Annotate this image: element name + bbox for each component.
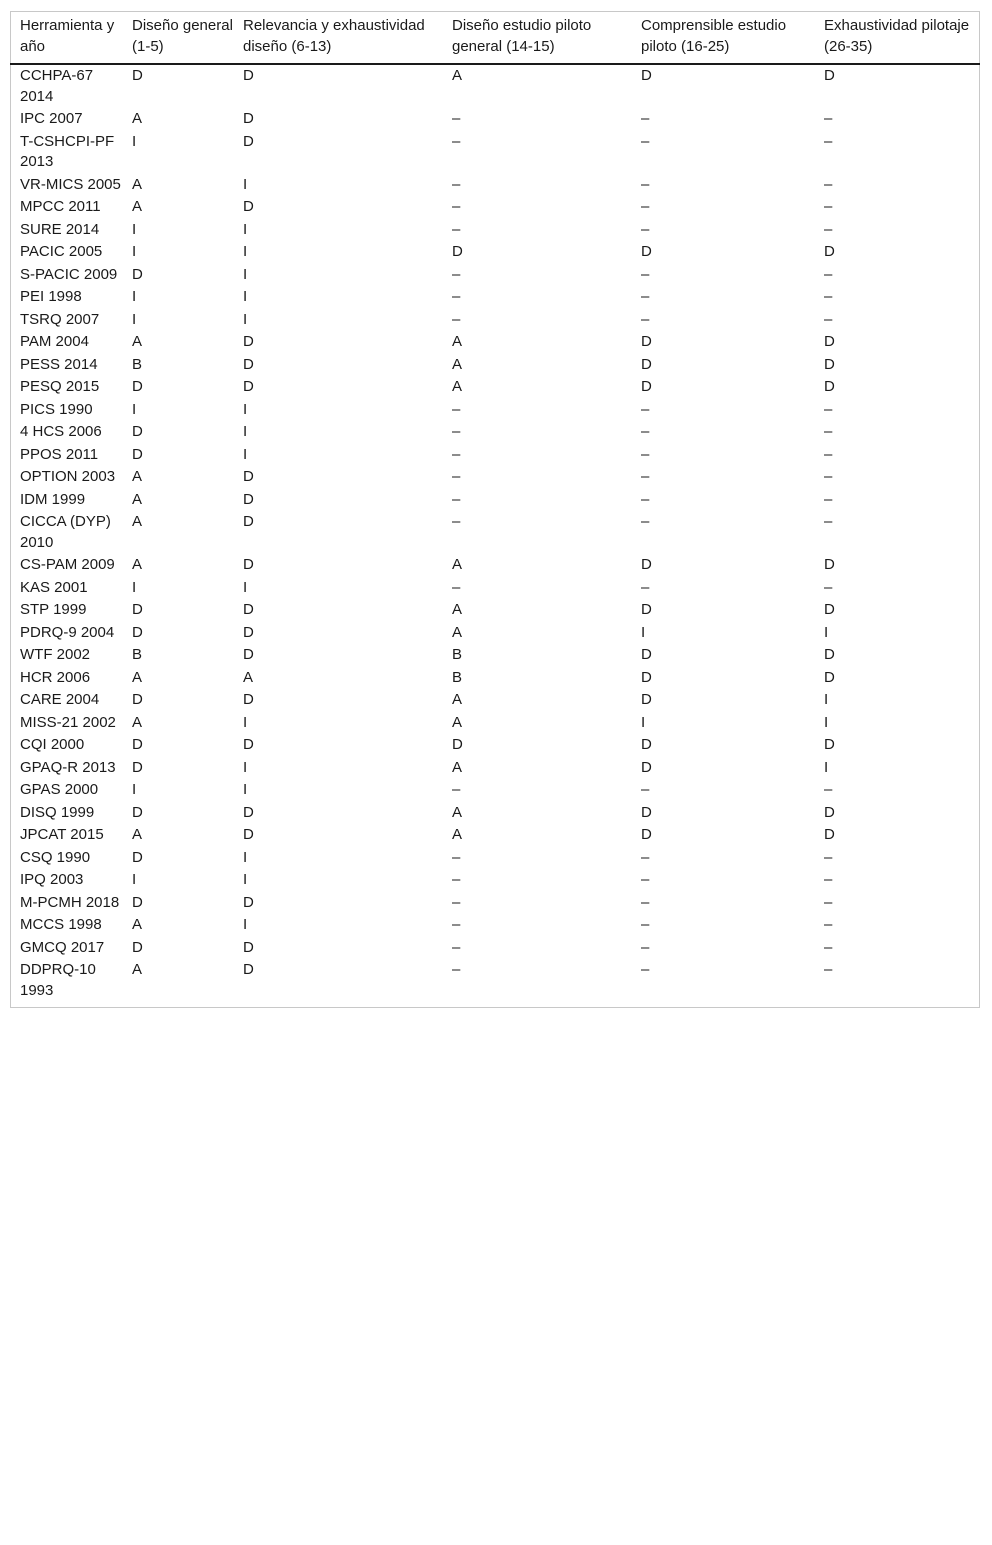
cell-tool-year: MPCC 2011	[20, 198, 101, 215]
cell-relevance-design: D	[243, 132, 254, 150]
cell-pilot-design: –	[452, 175, 461, 193]
cell-pilot-exhaustiveness: D	[824, 378, 835, 395]
cell-pilot-design: –	[452, 490, 461, 508]
cell-relevance-design: I	[243, 916, 248, 933]
cell-general-design: A	[132, 513, 143, 530]
table-row	[10, 577, 980, 600]
table-row	[10, 331, 980, 354]
cell-pilot-design: –	[452, 871, 461, 888]
cell-relevance-design: D	[243, 646, 254, 663]
cell-general-design: A	[132, 333, 143, 350]
cell-pilot-design: –	[452, 513, 461, 530]
table-row	[10, 847, 980, 870]
cell-tool-year: MISS-21 2002	[20, 713, 116, 731]
cell-pilot-comprehensible: D	[641, 736, 652, 753]
table-row	[10, 802, 980, 825]
cell-general-design: I	[132, 132, 137, 150]
cell-tool-year: MCCS 1998	[20, 916, 102, 933]
cell-pilot-exhaustiveness: I	[824, 623, 829, 641]
cell-pilot-exhaustiveness: –	[824, 938, 833, 956]
cell-pilot-exhaustiveness: D	[824, 736, 835, 753]
cell-general-design: I	[132, 288, 137, 305]
cell-pilot-design: A	[452, 601, 463, 618]
cell-pilot-comprehensible: D	[641, 333, 652, 350]
table-row	[10, 644, 980, 667]
cell-pilot-exhaustiveness: –	[824, 781, 833, 798]
cell-pilot-design: A	[452, 803, 463, 821]
cell-pilot-design: B	[452, 668, 463, 686]
table-row	[10, 824, 980, 847]
cell-tool-year: PAM 2004	[20, 333, 89, 350]
cell-tool-year: CSQ 1990	[20, 848, 91, 866]
cell-tool-year: JPCAT 2015	[20, 826, 104, 843]
cell-general-design: I	[132, 871, 137, 888]
cell-pilot-design: –	[452, 110, 461, 127]
cell-general-design: A	[132, 668, 143, 686]
header-pilot-design: Diseño estudio piloto general (14-15)	[452, 17, 592, 55]
cell-pilot-exhaustiveness: –	[824, 110, 833, 127]
cell-tool-year: CQI 2000	[20, 736, 85, 753]
cell-pilot-design: –	[452, 132, 461, 150]
cell-pilot-exhaustiveness: –	[824, 265, 833, 283]
cell-general-design: D	[132, 938, 143, 956]
cell-pilot-exhaustiveness: –	[824, 445, 833, 463]
cell-relevance-design: D	[243, 198, 254, 215]
cell-pilot-comprehensible: –	[641, 871, 650, 888]
cell-pilot-comprehensible: –	[641, 513, 650, 530]
cell-pilot-exhaustiveness: –	[824, 423, 833, 440]
cell-general-design: I	[132, 578, 137, 596]
cell-pilot-comprehensible: D	[641, 355, 652, 373]
cell-general-design: A	[132, 490, 143, 508]
cell-tool-year: CICCA (DYP) 2010	[20, 513, 111, 551]
cell-tool-year: PESS 2014	[20, 355, 98, 373]
cell-pilot-design: A	[452, 691, 463, 708]
cell-general-design: I	[132, 220, 137, 238]
cell-general-design: I	[132, 310, 137, 328]
cell-tool-year: M-PCMH 2018	[20, 893, 120, 911]
assessment-table	[10, 11, 980, 1006]
cell-pilot-design: –	[452, 468, 461, 485]
cell-general-design: D	[132, 445, 143, 463]
cell-pilot-design: D	[452, 243, 463, 260]
cell-tool-year: PICS 1990	[20, 400, 93, 418]
cell-relevance-design: I	[243, 265, 248, 283]
cell-tool-year: VR-MICS 2005	[20, 175, 121, 193]
table-row	[10, 286, 980, 309]
cell-general-design: D	[132, 691, 143, 708]
cell-pilot-exhaustiveness: D	[824, 646, 835, 663]
cell-general-design: A	[132, 826, 143, 843]
cell-tool-year: TSRQ 2007	[20, 310, 100, 328]
cell-tool-year: PDRQ-9 2004	[20, 623, 115, 641]
cell-pilot-design: A	[452, 758, 463, 776]
cell-relevance-design: D	[243, 110, 254, 127]
cell-pilot-comprehensible: D	[641, 601, 652, 618]
cell-pilot-comprehensible: –	[641, 578, 650, 596]
table-row	[10, 622, 980, 645]
cell-pilot-comprehensible: D	[641, 378, 652, 395]
cell-pilot-exhaustiveness: D	[824, 668, 835, 686]
cell-pilot-exhaustiveness: D	[824, 826, 835, 843]
cell-tool-year: IDM 1999	[20, 490, 86, 508]
cell-pilot-exhaustiveness: –	[824, 490, 833, 508]
cell-pilot-design: D	[452, 736, 463, 753]
cell-pilot-comprehensible: –	[641, 961, 650, 978]
cell-pilot-design: –	[452, 220, 461, 238]
cell-pilot-exhaustiveness: –	[824, 916, 833, 933]
cell-pilot-exhaustiveness: –	[824, 578, 833, 596]
cell-general-design: A	[132, 110, 143, 127]
cell-general-design: D	[132, 848, 143, 866]
cell-pilot-exhaustiveness: D	[824, 243, 835, 260]
header-relevance-design: Relevancia y exhaustividad diseño (6-13)	[243, 17, 425, 55]
header-row	[10, 11, 980, 64]
table-row	[10, 757, 980, 780]
cell-pilot-design: A	[452, 623, 463, 641]
table-row	[10, 489, 980, 512]
cell-pilot-comprehensible: –	[641, 400, 650, 418]
cell-pilot-exhaustiveness: –	[824, 175, 833, 193]
cell-relevance-design: I	[243, 175, 248, 193]
cell-pilot-exhaustiveness: D	[824, 556, 835, 573]
cell-relevance-design: I	[243, 758, 248, 776]
cell-general-design: D	[132, 623, 143, 641]
cell-general-design: A	[132, 175, 143, 193]
cell-pilot-design: A	[452, 556, 463, 573]
cell-pilot-design: A	[452, 333, 463, 350]
table-row	[10, 444, 980, 467]
cell-pilot-comprehensible: –	[641, 310, 650, 328]
cell-tool-year: HCR 2006	[20, 668, 91, 686]
table-row	[10, 174, 980, 197]
cell-general-design: D	[132, 378, 143, 395]
cell-general-design: B	[132, 646, 143, 663]
cell-pilot-comprehensible: D	[641, 803, 652, 821]
table-row	[10, 511, 980, 554]
cell-tool-year: OPTION 2003	[20, 468, 116, 485]
table-body	[10, 64, 980, 1006]
cell-pilot-design: –	[452, 893, 461, 911]
cell-pilot-design: –	[452, 288, 461, 305]
cell-pilot-exhaustiveness: –	[824, 893, 833, 911]
cell-pilot-comprehensible: D	[641, 243, 652, 260]
cell-pilot-design: –	[452, 265, 461, 283]
cell-general-design: D	[132, 265, 143, 283]
cell-pilot-design: A	[452, 67, 463, 84]
table-row	[10, 131, 980, 174]
cell-pilot-design: –	[452, 198, 461, 215]
cell-general-design: A	[132, 713, 143, 731]
table-row	[10, 309, 980, 332]
table-row	[10, 421, 980, 444]
header-general-design: Diseño general (1-5)	[132, 17, 233, 55]
cell-pilot-comprehensible: I	[641, 713, 646, 731]
cell-tool-year: GPAS 2000	[20, 781, 99, 798]
cell-pilot-exhaustiveness: D	[824, 601, 835, 618]
cell-pilot-comprehensible: D	[641, 67, 652, 84]
cell-pilot-exhaustiveness: –	[824, 132, 833, 150]
cell-pilot-exhaustiveness: –	[824, 220, 833, 238]
cell-relevance-design: D	[243, 601, 254, 618]
cell-pilot-exhaustiveness: –	[824, 400, 833, 418]
cell-pilot-design: A	[452, 826, 463, 843]
cell-pilot-design: –	[452, 781, 461, 798]
table-row	[10, 196, 980, 219]
cell-pilot-design: –	[452, 848, 461, 866]
cell-pilot-comprehensible: I	[641, 623, 646, 641]
cell-pilot-comprehensible: –	[641, 265, 650, 283]
cell-relevance-design: I	[243, 713, 248, 731]
cell-tool-year: IPQ 2003	[20, 871, 84, 888]
cell-pilot-comprehensible: D	[641, 758, 652, 776]
table-row	[10, 667, 980, 690]
cell-relevance-design: I	[243, 578, 248, 596]
cell-relevance-design: I	[243, 848, 248, 866]
cell-relevance-design: I	[243, 445, 248, 463]
cell-tool-year: WTF 2002	[20, 646, 91, 663]
cell-relevance-design: D	[243, 490, 254, 508]
cell-pilot-comprehensible: –	[641, 490, 650, 508]
table-row	[10, 712, 980, 735]
cell-pilot-design: –	[452, 423, 461, 440]
cell-pilot-comprehensible: –	[641, 938, 650, 956]
cell-relevance-design: I	[243, 220, 248, 238]
cell-pilot-exhaustiveness: –	[824, 961, 833, 978]
cell-relevance-design: I	[243, 871, 248, 888]
cell-general-design: A	[132, 198, 143, 215]
cell-pilot-design: –	[452, 310, 461, 328]
cell-pilot-design: A	[452, 713, 463, 731]
cell-tool-year: PACIC 2005	[20, 243, 103, 260]
cell-relevance-design: I	[243, 310, 248, 328]
cell-pilot-comprehensible: –	[641, 916, 650, 933]
cell-relevance-design: I	[243, 781, 248, 798]
cell-pilot-exhaustiveness: –	[824, 848, 833, 866]
table-row	[10, 241, 980, 264]
cell-pilot-design: B	[452, 646, 463, 663]
cell-tool-year: GMCQ 2017	[20, 938, 105, 956]
header-pilot-comprehensible: Comprensible estudio piloto (16-25)	[641, 17, 787, 55]
cell-general-design: I	[132, 400, 137, 418]
cell-relevance-design: D	[243, 803, 254, 821]
cell-relevance-design: A	[243, 668, 254, 686]
table-row	[10, 554, 980, 577]
cell-pilot-design: –	[452, 938, 461, 956]
cell-relevance-design: D	[243, 736, 254, 753]
cell-relevance-design: D	[243, 355, 254, 373]
cell-pilot-design: –	[452, 578, 461, 596]
cell-general-design: D	[132, 758, 143, 776]
cell-relevance-design: D	[243, 623, 254, 641]
cell-general-design: A	[132, 961, 143, 978]
cell-pilot-comprehensible: –	[641, 893, 650, 911]
table-row	[10, 599, 980, 622]
table-row	[10, 914, 980, 937]
cell-tool-year: KAS 2001	[20, 578, 88, 596]
cell-general-design: B	[132, 355, 143, 373]
cell-relevance-design: I	[243, 288, 248, 305]
table-row	[10, 869, 980, 892]
cell-pilot-exhaustiveness: D	[824, 333, 835, 350]
cell-pilot-exhaustiveness: I	[824, 758, 829, 776]
cell-pilot-comprehensible: –	[641, 423, 650, 440]
table-row	[10, 734, 980, 757]
cell-pilot-exhaustiveness: D	[824, 803, 835, 821]
cell-general-design: A	[132, 468, 143, 485]
cell-pilot-comprehensible: –	[641, 110, 650, 127]
cell-tool-year: 4 HCS 2006	[20, 423, 102, 440]
cell-pilot-comprehensible: D	[641, 556, 652, 573]
table-row	[10, 399, 980, 422]
cell-pilot-exhaustiveness: D	[824, 355, 835, 373]
cell-general-design: D	[132, 601, 143, 618]
cell-pilot-exhaustiveness: –	[824, 310, 833, 328]
cell-relevance-design: I	[243, 423, 248, 440]
header-pilot-exhaustiveness: Exhaustividad pilotaje (26-35)	[824, 17, 970, 55]
cell-relevance-design: D	[243, 691, 254, 708]
cell-pilot-comprehensible: –	[641, 175, 650, 193]
cell-pilot-design: –	[452, 916, 461, 933]
cell-relevance-design: D	[243, 513, 254, 530]
cell-pilot-design: A	[452, 378, 463, 395]
cell-pilot-comprehensible: D	[641, 668, 652, 686]
cell-relevance-design: D	[243, 938, 254, 956]
table-row	[10, 892, 980, 915]
cell-relevance-design: D	[243, 556, 254, 573]
cell-relevance-design: D	[243, 333, 254, 350]
cell-pilot-comprehensible: –	[641, 220, 650, 238]
cell-pilot-exhaustiveness: –	[824, 871, 833, 888]
cell-relevance-design: D	[243, 961, 254, 978]
cell-pilot-comprehensible: D	[641, 646, 652, 663]
cell-pilot-exhaustiveness: D	[824, 67, 835, 84]
table-row	[10, 937, 980, 960]
table-row	[10, 466, 980, 489]
cell-relevance-design: D	[243, 67, 254, 84]
cell-pilot-design: –	[452, 445, 461, 463]
cell-tool-year: STP 1999	[20, 601, 87, 618]
cell-tool-year: S-PACIC 2009	[20, 265, 118, 283]
cell-general-design: D	[132, 893, 143, 911]
cell-pilot-design: –	[452, 961, 461, 978]
cell-tool-year: GPAQ-R 2013	[20, 758, 116, 776]
table-row	[10, 64, 980, 108]
cell-pilot-exhaustiveness: I	[824, 691, 829, 708]
cell-pilot-comprehensible: –	[641, 198, 650, 215]
cell-tool-year: T-CSHCPI-PF 2013	[20, 132, 115, 170]
cell-pilot-comprehensible: –	[641, 848, 650, 866]
cell-tool-year: CCHPA-67 2014	[20, 67, 94, 105]
cell-relevance-design: I	[243, 243, 248, 260]
cell-pilot-exhaustiveness: –	[824, 198, 833, 215]
cell-tool-year: SURE 2014	[20, 220, 100, 238]
cell-general-design: D	[132, 423, 143, 440]
table-row	[10, 264, 980, 287]
cell-tool-year: DISQ 1999	[20, 803, 95, 821]
cell-pilot-design: A	[452, 355, 463, 373]
cell-tool-year: DDPRQ-10 1993	[20, 961, 96, 999]
cell-pilot-exhaustiveness: –	[824, 288, 833, 305]
cell-pilot-design: –	[452, 400, 461, 418]
cell-pilot-comprehensible: –	[641, 132, 650, 150]
cell-general-design: D	[132, 803, 143, 821]
cell-tool-year: CS-PAM 2009	[20, 556, 115, 573]
cell-tool-year: PEI 1998	[20, 288, 82, 305]
cell-general-design: I	[132, 781, 137, 798]
cell-general-design: A	[132, 556, 143, 573]
cell-relevance-design: D	[243, 893, 254, 911]
header-tool-year: Herramienta y año	[20, 17, 115, 55]
table-row	[10, 354, 980, 377]
cell-tool-year: IPC 2007	[20, 110, 83, 127]
cell-relevance-design: I	[243, 400, 248, 418]
table-row	[10, 108, 980, 131]
table-row	[10, 959, 980, 1006]
table-row	[10, 779, 980, 802]
cell-pilot-comprehensible: –	[641, 288, 650, 305]
table-header	[10, 11, 980, 64]
cell-tool-year: CARE 2004	[20, 691, 100, 708]
cell-general-design: A	[132, 916, 143, 933]
table-row	[10, 219, 980, 242]
cell-relevance-design: D	[243, 826, 254, 843]
cell-relevance-design: D	[243, 468, 254, 485]
cell-pilot-exhaustiveness: I	[824, 713, 829, 731]
cell-pilot-exhaustiveness: –	[824, 513, 833, 530]
cell-pilot-comprehensible: D	[641, 826, 652, 843]
cell-pilot-comprehensible: –	[641, 781, 650, 798]
cell-general-design: D	[132, 67, 143, 84]
cell-relevance-design: D	[243, 378, 254, 395]
table-row	[10, 689, 980, 712]
cell-general-design: D	[132, 736, 143, 753]
table-row	[10, 376, 980, 399]
cell-tool-year: PPOS 2011	[20, 445, 99, 463]
cell-general-design: I	[132, 243, 137, 260]
cell-pilot-comprehensible: D	[641, 691, 652, 708]
cell-tool-year: PESQ 2015	[20, 378, 100, 395]
cell-pilot-comprehensible: –	[641, 468, 650, 485]
cell-pilot-exhaustiveness: –	[824, 468, 833, 485]
cell-pilot-comprehensible: –	[641, 445, 650, 463]
